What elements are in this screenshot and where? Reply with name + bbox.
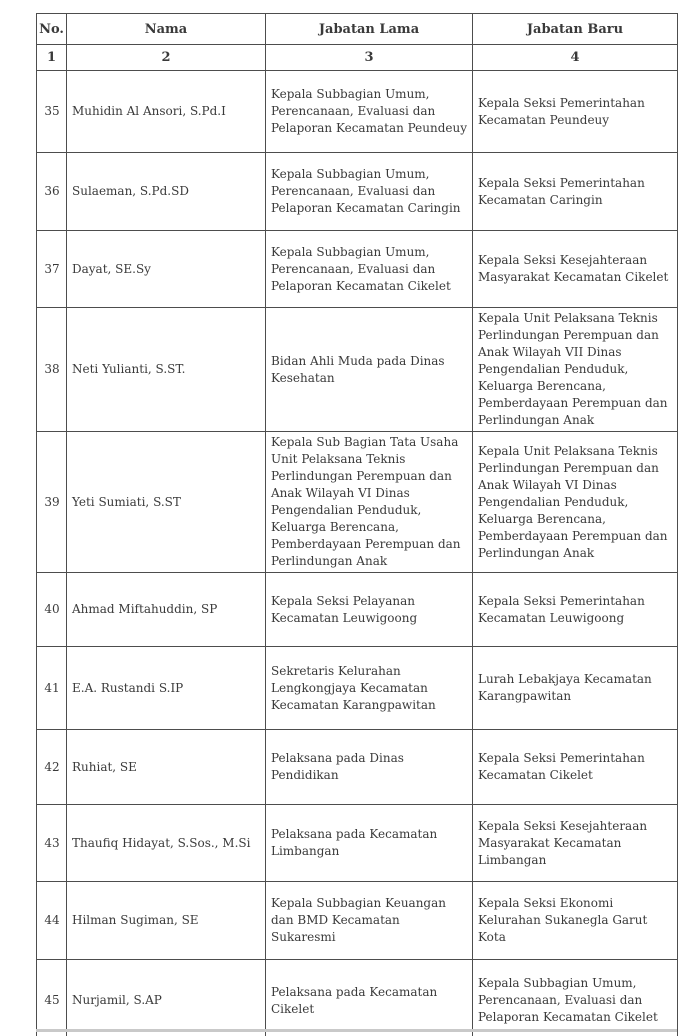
- cell-jabatan-baru: Kepala Seksi Pemerintahan Kecamatan Leuwigoong: [473, 573, 678, 647]
- cell-jabatan-lama: Bidan Ahli Muda pada Dinas Kesehatan: [266, 308, 473, 432]
- table-row: [37, 71, 678, 153]
- table-row: [37, 153, 678, 231]
- cell-jabatan-baru: Kepala Subbagian Umum, Perencanaan, Evaluasi dan Pelaporan Kecamatan Cikelet: [473, 960, 678, 1036]
- cell-jabatan-lama: Kepala Sub Bagian Tata Usaha Unit Pelaksana Teknis Perlindungan Perempuan dan Anak Wilayah VI Dinas Pengendalian Penduduk, Keluarga Berencana, Pemberdayaan Perempuan dan Perlindungan Anak: [266, 432, 473, 573]
- table-row: [37, 805, 678, 882]
- cell-jabatan-baru: Kepala Seksi Ekonomi Kelurahan Sukanegla Garut Kota: [473, 882, 678, 960]
- cell-nama: Thaufiq Hidayat, S.Sos., M.Si: [67, 805, 266, 882]
- cell-no: 37: [37, 231, 67, 308]
- colnum-3: 3: [266, 45, 473, 71]
- cell-jabatan-lama: Kepala Subbagian Umum, Perencanaan, Evaluasi dan Pelaporan Kecamatan Peundeuy: [266, 71, 473, 153]
- table-row: [37, 882, 678, 960]
- cell-nama: Ahmad Miftahuddin, SP: [67, 573, 266, 647]
- table-row: [37, 730, 678, 805]
- cell-no: 45: [37, 960, 67, 1036]
- cell-jabatan-baru: Kepala Seksi Kesejahteraan Masyarakat Kecamatan Limbangan: [473, 805, 678, 882]
- personnel-assignment-table: [36, 13, 678, 1036]
- cell-nama: Ruhiat, SE: [67, 730, 266, 805]
- cell-jabatan-lama: Pelaksana pada Kecamatan Limbangan: [266, 805, 473, 882]
- table-row: [37, 647, 678, 730]
- header-no: No.: [37, 14, 67, 45]
- cell-nama: Nurjamil, S.AP: [67, 960, 266, 1036]
- header-jabatan-lama: Jabatan Lama: [266, 14, 473, 45]
- table-row: [37, 231, 678, 308]
- cell-jabatan-lama: Pelaksana pada Dinas Pendidikan: [266, 730, 473, 805]
- cell-no: 35: [37, 71, 67, 153]
- cell-no: 44: [37, 882, 67, 960]
- colnum-2: 2: [67, 45, 266, 71]
- cell-jabatan-baru: Kepala Unit Pelaksana Teknis Perlindungan Perempuan dan Anak Wilayah VII Dinas Pengendalian Penduduk, Keluarga Berencana, Pemberdayaan Perempuan dan Perlindungan Anak: [473, 308, 678, 432]
- table-row: [37, 960, 678, 1036]
- header-nama: Nama: [67, 14, 266, 45]
- column-number-row: [37, 45, 678, 71]
- cell-no: 41: [37, 647, 67, 730]
- cell-jabatan-baru: Lurah Lebakjaya Kecamatan Karangpawitan: [473, 647, 678, 730]
- header-jabatan-baru: Jabatan Baru: [473, 14, 678, 45]
- cell-jabatan-lama: Pelaksana pada Kecamatan Cikelet: [266, 960, 473, 1036]
- next-row-top-border: [36, 1029, 677, 1032]
- cell-jabatan-lama: Kepala Subbagian Umum, Perencanaan, Evaluasi dan Pelaporan Kecamatan Cikelet: [266, 231, 473, 308]
- colnum-4: 4: [473, 45, 678, 71]
- cell-jabatan-lama: Sekretaris Kelurahan Lengkongjaya Kecamatan Kecamatan Karangpawitan: [266, 647, 473, 730]
- colnum-1: 1: [37, 45, 67, 71]
- cell-nama: Hilman Sugiman, SE: [67, 882, 266, 960]
- cell-jabatan-lama: Kepala Seksi Pelayanan Kecamatan Leuwigoong: [266, 573, 473, 647]
- cell-jabatan-lama: Kepala Subbagian Umum, Perencanaan, Evaluasi dan Pelaporan Kecamatan Caringin: [266, 153, 473, 231]
- cell-no: 43: [37, 805, 67, 882]
- table-row: [37, 308, 678, 432]
- cell-nama: Yeti Sumiati, S.ST: [67, 432, 266, 573]
- cell-nama: Sulaeman, S.Pd.SD: [67, 153, 266, 231]
- table-header-row: [37, 14, 678, 45]
- cell-nama: Muhidin Al Ansori, S.Pd.I: [67, 71, 266, 153]
- table-row: [37, 432, 678, 573]
- table-row: [37, 573, 678, 647]
- cell-no: 36: [37, 153, 67, 231]
- cell-jabatan-baru: Kepala Seksi Pemerintahan Kecamatan Cikelet: [473, 730, 678, 805]
- cell-jabatan-baru: Kepala Seksi Pemerintahan Kecamatan Caringin: [473, 153, 678, 231]
- cell-nama: Neti Yulianti, S.ST.: [67, 308, 266, 432]
- cell-no: 40: [37, 573, 67, 647]
- cell-no: 39: [37, 432, 67, 573]
- cell-nama: Dayat, SE.Sy: [67, 231, 266, 308]
- cell-nama: E.A. Rustandi S.IP: [67, 647, 266, 730]
- cell-jabatan-baru: Kepala Seksi Kesejahteraan Masyarakat Kecamatan Cikelet: [473, 231, 678, 308]
- cell-jabatan-baru: Kepala Unit Pelaksana Teknis Perlindungan Perempuan dan Anak Wilayah VI Dinas Pengendalian Penduduk, Keluarga Berencana, Pemberdayaan Perempuan dan Perlindungan Anak: [473, 432, 678, 573]
- cell-jabatan-baru: Kepala Seksi Pemerintahan Kecamatan Peundeuy: [473, 71, 678, 153]
- cell-no: 42: [37, 730, 67, 805]
- cell-jabatan-lama: Kepala Subbagian Keuangan dan BMD Kecamatan Sukaresmi: [266, 882, 473, 960]
- cell-no: 38: [37, 308, 67, 432]
